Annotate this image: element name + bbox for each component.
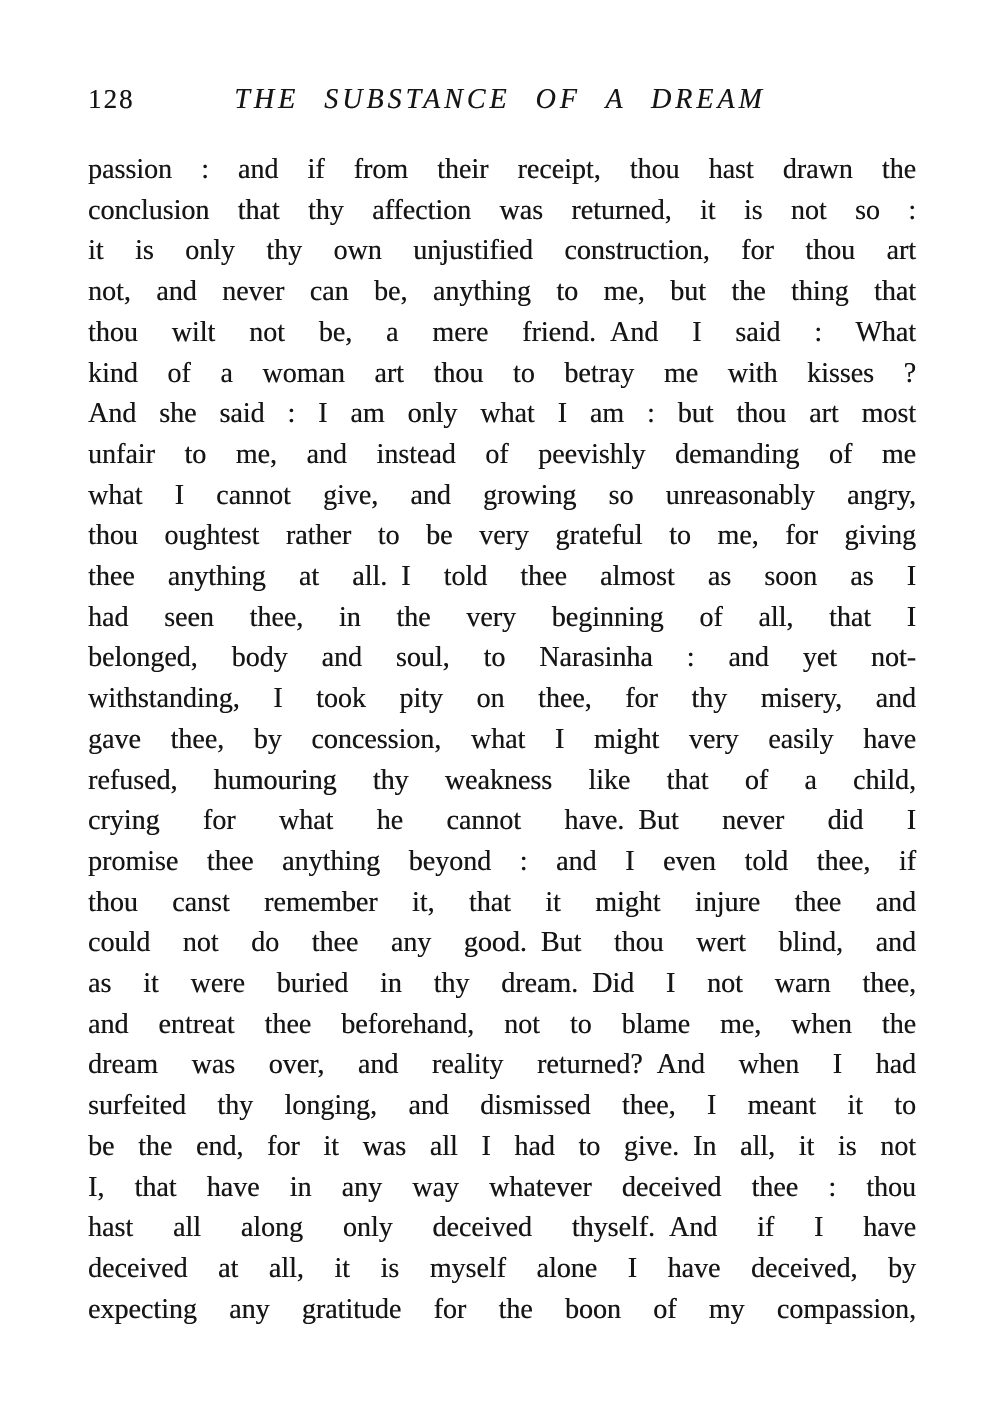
text-line: gave thee, by concession, what I might very easily have bbox=[88, 723, 916, 755]
text-line: it is only thy own unjustified construction, for thou art bbox=[88, 235, 916, 267]
text-line: had seen thee, in the very beginning of all, that I bbox=[88, 601, 916, 633]
text-line: not, and never can be, anything to me, but the thing that bbox=[88, 276, 916, 308]
body-text bbox=[88, 150, 916, 1330]
text-line: crying for what he cannot have. But never did I bbox=[88, 805, 916, 837]
text-line: kind of a woman art thou to betray me with kisses ? bbox=[88, 357, 916, 389]
text-line: conclusion that thy affection was returned, it is not so : bbox=[88, 194, 916, 226]
text-line: what I cannot give, and growing so unreasonably angry, bbox=[88, 479, 916, 511]
text-line: unfair to me, and instead of peevishly demanding of me bbox=[88, 438, 916, 470]
text-line: And she said : I am only what I am : but thou art most bbox=[88, 398, 916, 430]
text-line: I, that have in any way whatever deceived thee : thou bbox=[88, 1171, 916, 1203]
text-line: thou oughtest rather to be very grateful to me, for giving bbox=[88, 520, 916, 552]
text-line: surfeited thy longing, and dismissed thee, I meant it to bbox=[88, 1090, 916, 1122]
text-line: hast all along only deceived thyself. And if I have bbox=[88, 1212, 916, 1244]
text-line: promise thee anything beyond : and I even told thee, if bbox=[88, 845, 916, 877]
text-line: withstanding, I took pity on thee, for thy misery, and bbox=[88, 683, 916, 715]
text-line: belonged, body and soul, to Narasinha : and yet not- bbox=[88, 642, 916, 674]
text-line: could not do thee any good. But thou wert blind, and bbox=[88, 927, 916, 959]
text-line: passion : and if from their receipt, thou hast drawn the bbox=[88, 154, 916, 185]
text-line: as it were buried in thy dream. Did I not warn thee, bbox=[88, 968, 916, 1000]
page-number: 128 bbox=[88, 84, 135, 114]
text-line: thou wilt not be, a mere friend. And I said : What bbox=[88, 316, 916, 348]
text-line: refused, humouring thy weakness like that of a child, bbox=[88, 764, 916, 796]
text-line: dream was over, and reality returned? And when I had bbox=[88, 1049, 916, 1081]
page-header bbox=[0, 84, 1000, 118]
text-line: thou canst remember it, that it might injure thee and bbox=[88, 886, 916, 918]
text-line: be the end, for it was all I had to give. In all, it is not bbox=[88, 1130, 916, 1162]
text-line: thee anything at all. I told thee almost as soon as I bbox=[88, 561, 916, 593]
text-line: expecting any gratitude for the boon of my compassion, bbox=[88, 1293, 916, 1325]
text-line: and entreat thee beforehand, not to blame me, when the bbox=[88, 1008, 916, 1040]
text-line: deceived at all, it is myself alone I have deceived, by bbox=[88, 1252, 916, 1284]
running-title: THE SUBSTANCE OF A DREAM bbox=[234, 84, 766, 115]
